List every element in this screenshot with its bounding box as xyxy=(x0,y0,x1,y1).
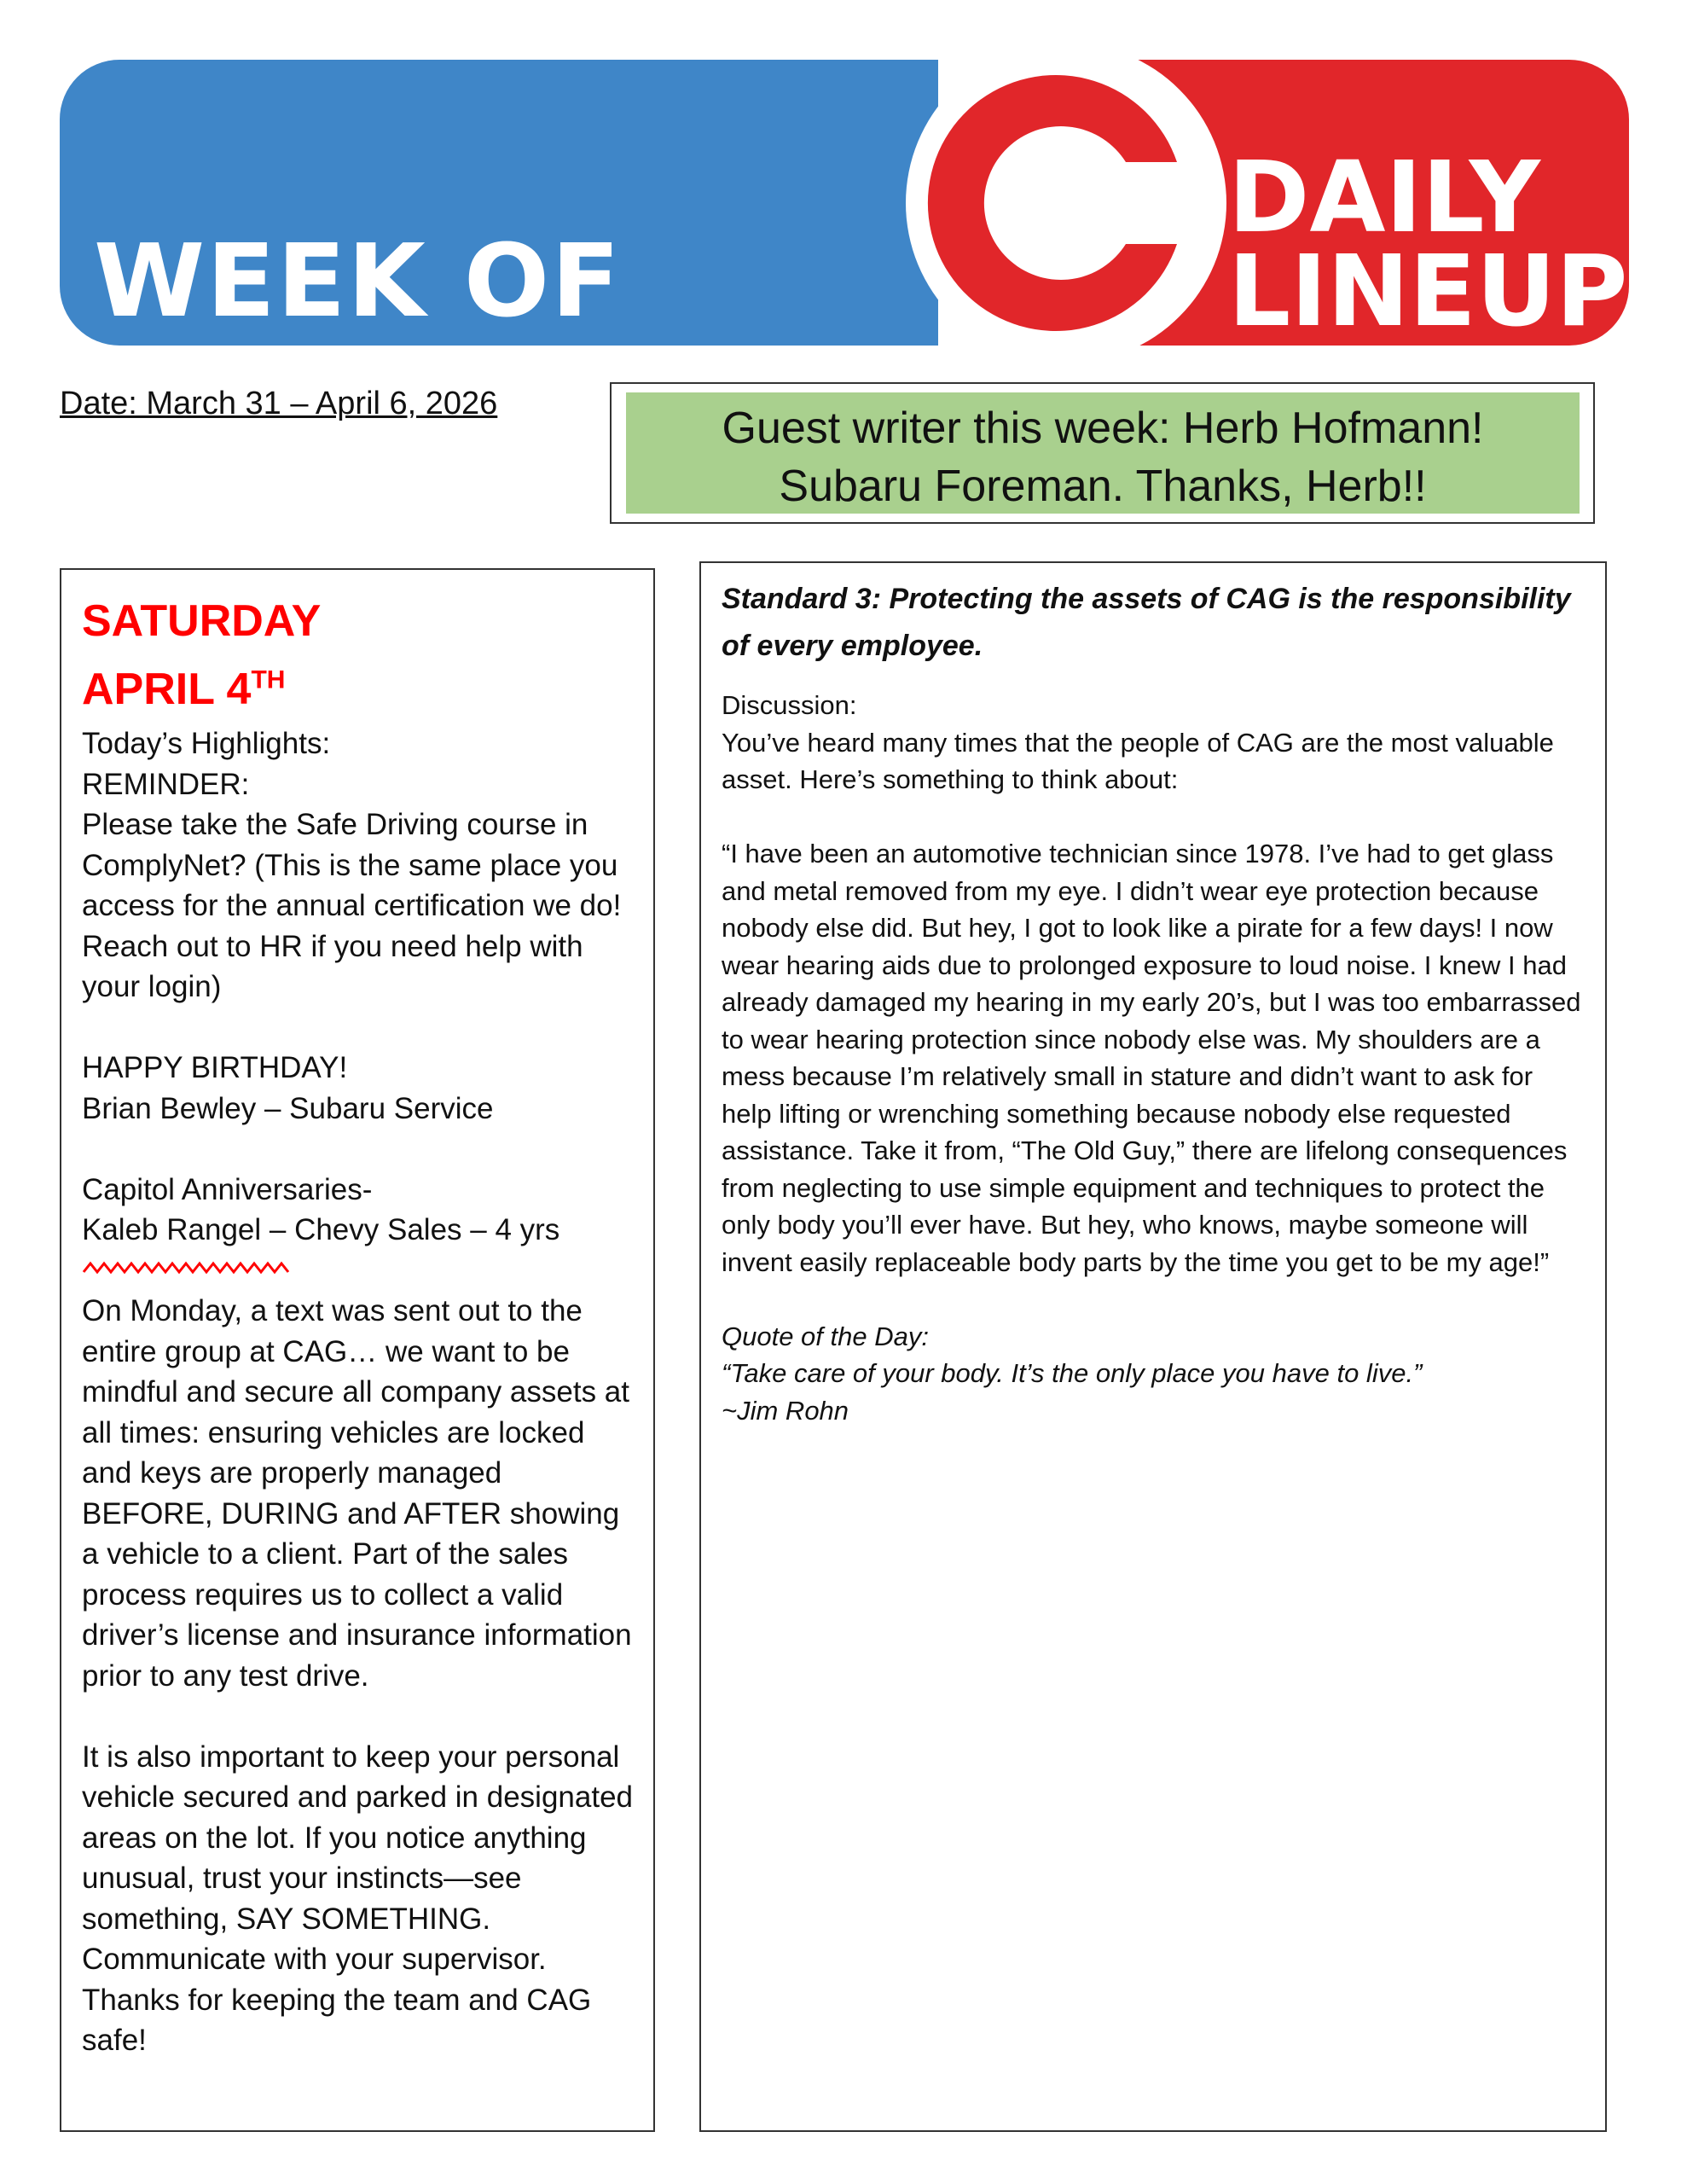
highlights-label: Today’s Highlights: xyxy=(82,727,331,760)
discussion-intro: You’ve heard many times that the people of CAG are the most valuable asset. Here’s something to think about: xyxy=(722,727,1554,794)
right-column xyxy=(699,561,1607,2132)
guest-writer-line-2: Subaru Foreman. Thanks, Herb!! xyxy=(779,462,1427,511)
technician-story: “I have been an automotive technician since 1978. I’ve had to get glass and metal removed from my eye. I didn’t wear eye protection because nobody else did. But hey, I got to look like a pirate for a few days! I now wear hearing aids due to prolonged exposure to loud noise. I knew I had already damaged my hearing in my early 20’s, but I was too embarrassed to wear hearing protection since nobody else was. My shoulders are a mess because I’m relatively small in stature and didn’t want to ask for help lifting or wrenching something because nobody else requested assistance. Take it from, “The Old Guy,” there are lifelong consequences from neglecting to use simple equipment and techniques to protect the only body you’ll ever have. But hey, who knows, maybe someone will invent easily replaceable body parts by the time you get to be my age!” xyxy=(722,839,1581,1277)
day-date-suffix: TH xyxy=(251,665,286,694)
anniversary-label: Capitol Anniversaries- xyxy=(82,1172,373,1206)
personal-vehicle-text: It is also important to keep your personal vehicle secured and parked in designated areas on the lot. If you notice anything unusual, trust your instincts—see something, SAY SOMETHING. Communicate with your supervisor. Thanks for keeping the team and CAG safe! xyxy=(82,1740,633,2057)
guest-writer-box xyxy=(610,382,1595,524)
reminder-label: REMINDER: xyxy=(82,767,250,801)
banner-week-of: WEEK OF xyxy=(94,222,622,340)
guest-writer-line-1: Guest writer this week: Herb Hofmann! xyxy=(722,404,1484,453)
anniversary-name: Kaleb Rangel – Chevy Sales – 4 yrs xyxy=(82,1213,560,1246)
discussion-label: Discussion: xyxy=(722,690,857,720)
date-range: Date: March 31 – April 6, 2026 xyxy=(60,386,498,421)
banner-lineup: LINEUP xyxy=(1228,235,1628,349)
wavy-divider xyxy=(82,1258,295,1277)
day-name: SATURDAY xyxy=(82,596,322,646)
reminder-text: Please take the Safe Driving course in ComplyNet? (This is the same place you access for the annual certification we do! Reach out to HR if you need help with your login) xyxy=(82,808,622,1003)
day-title xyxy=(82,587,636,723)
banner-daily: DAILY xyxy=(1228,141,1540,255)
birthday-label: HAPPY BIRTHDAY! xyxy=(82,1051,348,1084)
day-date xyxy=(82,655,636,723)
header-banner xyxy=(60,60,1629,349)
security-text: On Monday, a text was sent out to the entire group at CAG… we want to be mindful and secure all company assets at all times: ensuring vehicles are locked and keys are properly managed BEFORE, DURING and AFTER showing a vehicle to a client. Part of the sales process requires us to collect a valid driver’s license and insurance information prior to any test drive. xyxy=(82,1294,632,1693)
left-column xyxy=(60,568,655,2132)
quote-label: Quote of the Day: xyxy=(722,1321,929,1351)
birthday-name: Brian Bewley – Subaru Service xyxy=(82,1091,494,1125)
quote-text: “Take care of your body. It’s the only place you have to live.” xyxy=(722,1358,1423,1388)
day-date-text: APRIL 4 xyxy=(82,665,252,714)
guest-writer-highlight xyxy=(626,392,1580,514)
quote-author: ~Jim Rohn xyxy=(722,1395,849,1426)
standard-heading: Standard 3: Protecting the assets of CAG is the responsibility of every employee. xyxy=(722,583,1571,662)
